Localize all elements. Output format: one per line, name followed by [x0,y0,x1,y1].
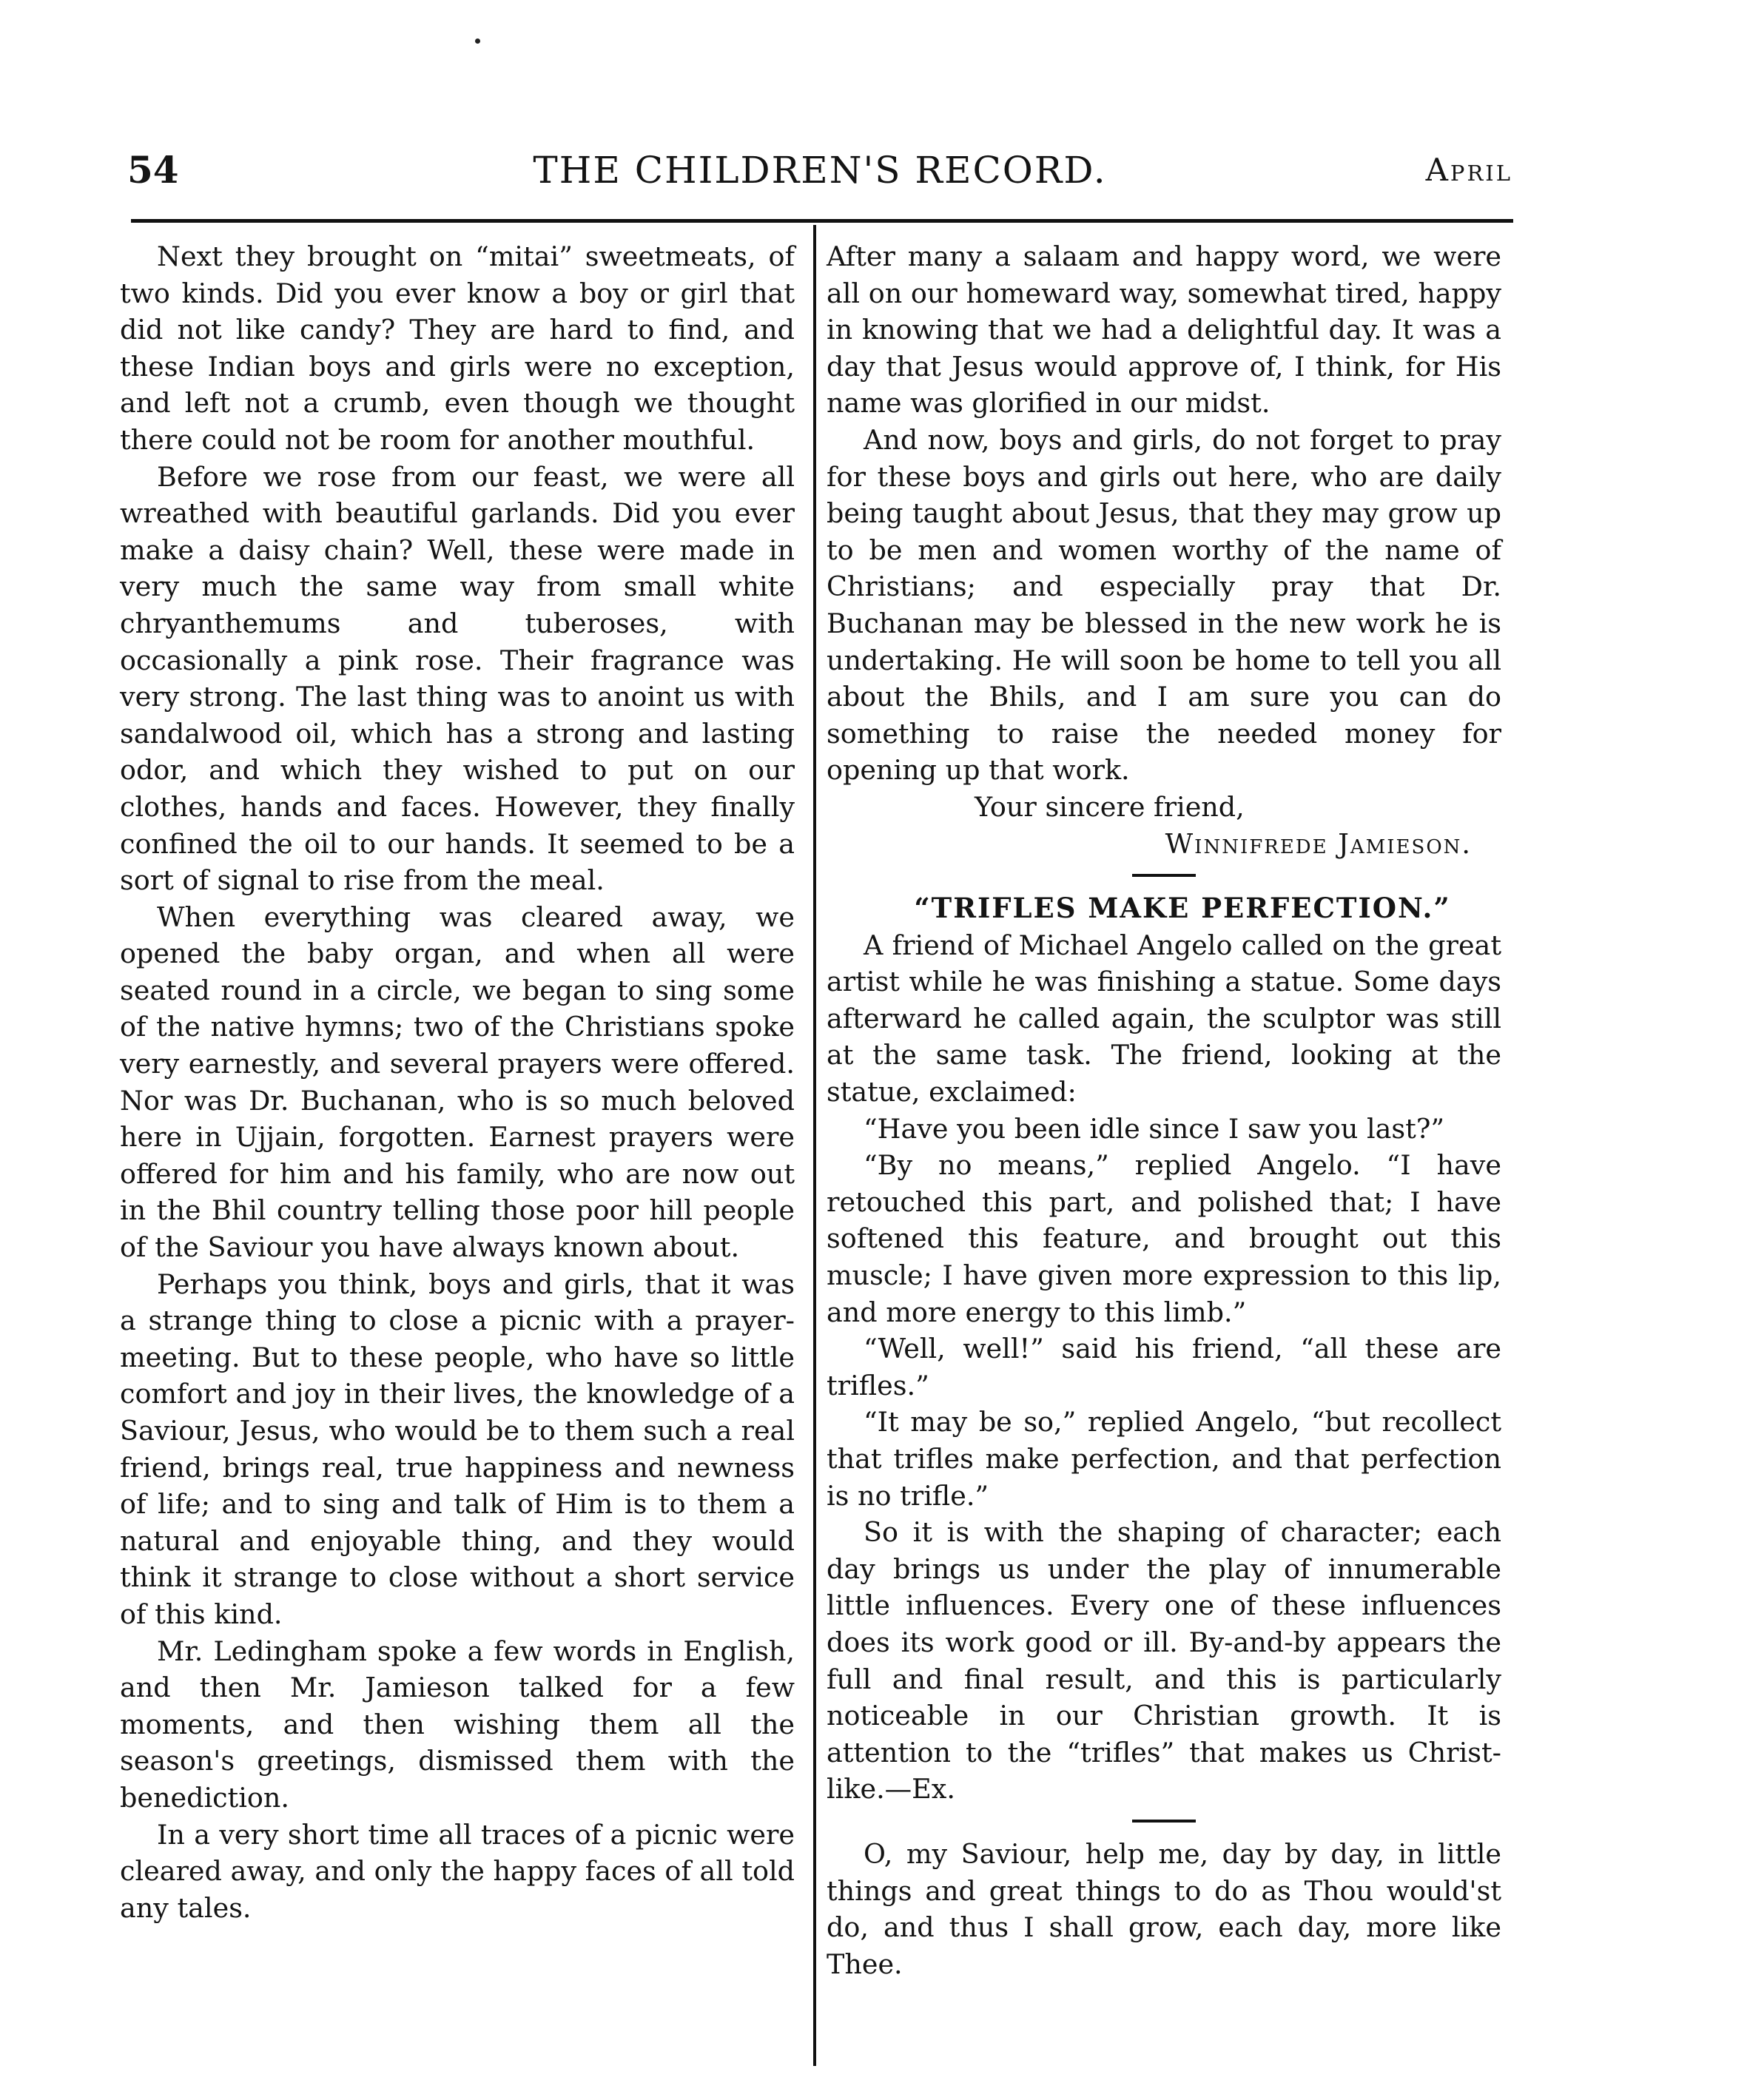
paragraph: Mr. Ledingham spoke a few words in English, and then Mr. Jamieson talked for a few moments, and then wishing them all the season's greetings, dismissed them with the benediction. [120,1635,795,1814]
paragraph: “It may be so,” replied Angelo, “but recollect that trifles make perfection, and that perfection is no trifle.” [827,1406,1501,1512]
paragraph: So it is with the shaping of character; each day brings us under the play of innumerable little influences. Every one of these influences does its work good or ill. By-and-by appears the full and final result, and this is particularly noticeable in our Christian growth. It is attention to the “trifles” that makes us Christ-like.—Ex. [827,1516,1501,1805]
page-header [127,141,1512,200]
page-title: THE CHILDREN'S RECORD. [533,149,1107,192]
paragraph: “Well, well!” said his friend, “all these are trifles.” [827,1333,1501,1401]
article-title: “TRIFLES MAKE PERFECTION.” [914,892,1451,925]
paragraph-cut-off: In a very short time all traces of a picnic were cleared away, and only the happy faces of all told any tales. [120,1818,795,1924]
paragraph: “By no means,” replied Angelo. “I have retouched this part, and polished that; I have softened this feature, and brought out this muscle; I have given more expression to this lip, and more energy to this limb.” [827,1149,1501,1328]
paragraph: “Have you been idle since I saw you last?” [864,1112,1445,1145]
paragraph: After many a salaam and happy word, we were all on our homeward way, somewhat tired, happy in knowing that we had a delightful day. It was a day that Jesus would approve of, I think, for His name was glorified in our midst. [827,240,1501,420]
paragraph: Perhaps you think, boys and girls, that it was a strange thing to close a picnic with a prayer-meeting. But to these people, who have so little comfort and joy in their lives, the knowledge of a Saviour, Jesus, who would be to them such a real friend, brings real, true happiness and newness of life; and to sing and talk of Him is to them a natural and enjoyable thing, and they would think it strange to close without a short service of this kind. [120,1268,795,1630]
section-rule [1132,1820,1196,1823]
closing-prayer: O, my Saviour, help me, day by day, in little things and great things to do as Thou would'st do, and thus I shall grow, each day, more like Thee. [827,1837,1501,1980]
paragraph: Next they brought on “mitai” sweetmeats, of two kinds. Did you ever know a boy or girl that did not like candy? They are hard to find, and these Indian boys and girls were no exception, and left not a crumb, even though we thought there could not be room for another mouthful. [120,240,795,456]
stray-ink-dot [475,38,480,44]
letter-signoff: Your sincere friend, [975,790,1245,823]
letter-signature: Winnifrede Jamieson. [1165,827,1472,860]
page-number: 54 [127,148,179,192]
section-rule [1132,874,1196,877]
paragraph: And now, boys and girls, do not forget to pray for these boys and girls out here, who are daily being taught about Jesus, that they may grow up to be men and women worthy of the name of Christians; and especially pray that Dr. Buchanan may be blessed in the new work he is undertaking. He will soon be home to tell you all about the Bhils, and I am sure you can do something to raise the needed money for opening up that work. [827,423,1501,787]
left-column [120,238,795,1926]
paragraph: When everything was cleared away, we opened the baby organ, and when all were seated round in a circle, we began to sing some of the native hymns; two of the Christians spoke very earnestly, and several prayers were offered. Nor was Dr. Buchanan, who is so much beloved here in Ujjain, forgotten. Earnest prayers were offered for him and his family, who are now out in the Bhil country telling those poor hill people of the Saviour you have always known about. [120,901,795,1264]
header-rule [131,219,1513,223]
right-column [827,238,1501,1982]
paragraph: A friend of Michael Angelo called on the great artist while he was finishing a statue. Some days afterward he called again, the sculptor was still at the same task. The friend, looking at the statue, exclaimed: [827,929,1501,1108]
paragraph: Before we rose from our feast, we were all wreathed with beautiful garlands. Did you ever make a daisy chain? Well, these were made in very much the same way from small white chryanthemums and tuberoses, with occasionally a pink rose. Their fragrance was very strong. The last thing was to anoint us with sandalwood oil, which has a strong and lasting odor, and which they wished to put on our clothes, hands and faces. However, they finally confined the oil to our hands. It seemed to be a sort of signal to rise from the meal. [120,460,795,897]
issue-month: April [1425,152,1512,188]
column-divider [813,225,816,2066]
